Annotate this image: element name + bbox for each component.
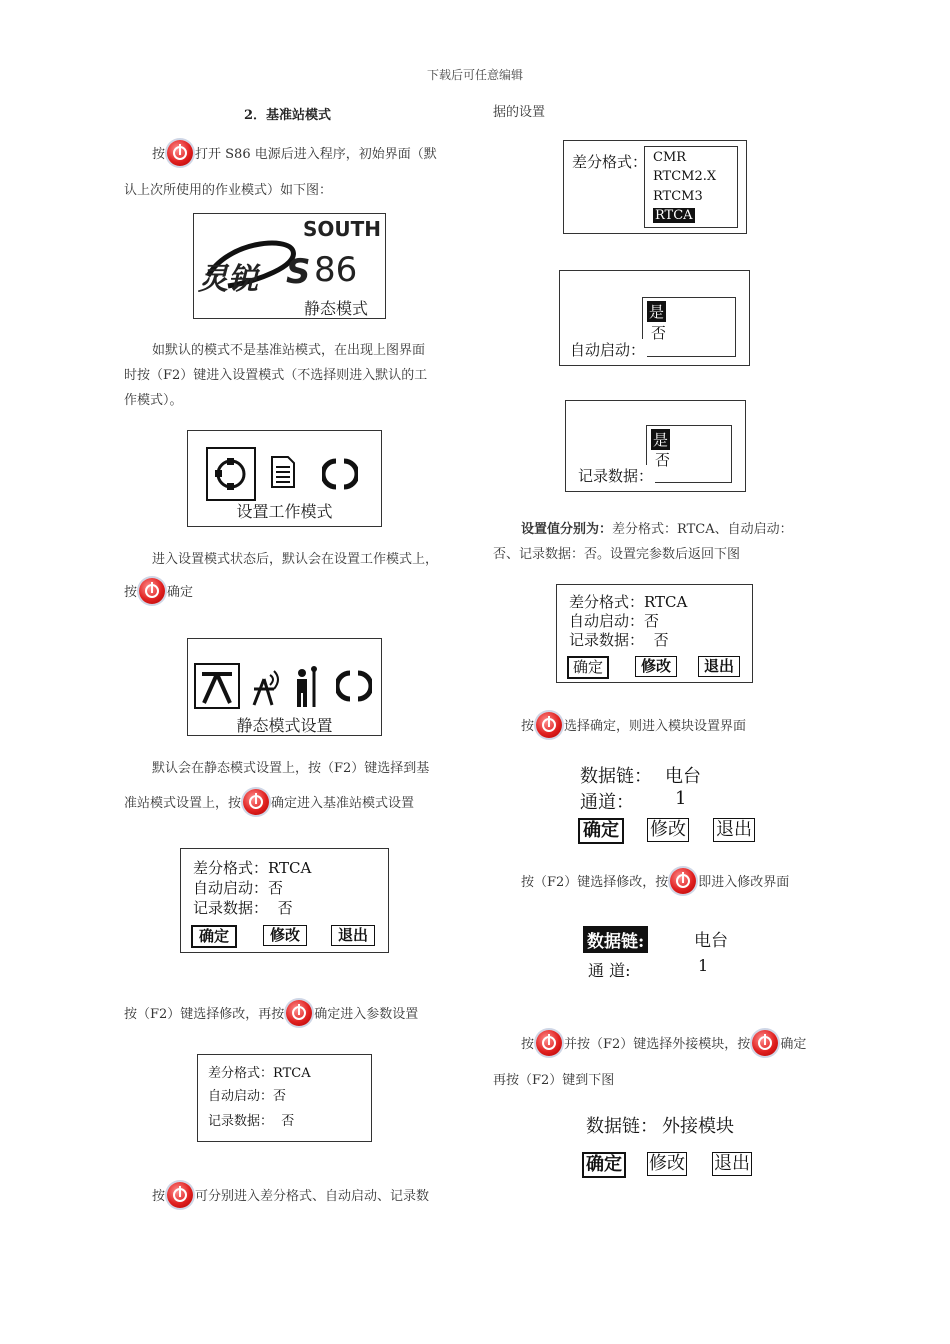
paragraph-1-line-1: 按 打开 S86 电源后进入程序，初始界面（默 [152,140,437,166]
right-paragraph-3: 按（F2）键选择修改，按 即进入修改界面 [521,868,789,894]
record-data-list [646,425,732,483]
modify-button[interactable]: 修改 [635,656,677,677]
record-data-row: 记录数据： 否 [193,899,293,917]
selected-icon-frame [194,663,240,709]
datalink-value: 电台 [665,766,701,787]
base-station-screen-return [556,584,753,683]
power-button-icon [167,1182,193,1208]
power-button-icon [286,1000,312,1026]
power-button-icon [167,140,193,166]
static-mode-label: 静态模式设置 [236,716,333,735]
auto-start-label: 自动启动： [570,341,646,359]
settings-summary-line-1: 设置值分别为：差分格式：RTCA、自动启动： [521,522,793,537]
tripod-icon [196,665,238,707]
power-button-icon [139,578,165,604]
exit-button[interactable]: 退出 [714,1153,750,1174]
set-work-mode-label: 设置工作模式 [236,502,333,521]
base-station-screen [180,848,389,953]
static-mode-screen [187,638,382,736]
paragraph-2-line-1: 如默认的模式不是基准站模式，在出现上图界面 [152,343,426,358]
confirm-button[interactable]: 确定 [567,656,609,679]
modify-button[interactable]: 修改 [263,925,307,946]
cycle-icon [322,457,358,491]
channel-key: 通 道: [588,961,631,980]
datalink-key: 数据链： [586,1116,658,1137]
right-paragraph-4-line-2: 再按（F2）键到下图 [493,1073,615,1088]
power-button-icon [536,712,562,738]
paragraph-6: 按 可分别进入差分格式、自动启动、记录数 [152,1182,429,1208]
modify-button[interactable]: 修改 [647,818,689,842]
page-header: 下载后可任意编辑 [426,68,523,82]
auto-start-select-screen [559,270,750,366]
right-paragraph-2: 按 选择确定，则进入模块设置界面 [521,712,746,738]
auto-start-row: 自动启动：否 [208,1089,287,1104]
option-rtcm2x[interactable]: RTCM2.X [653,169,717,184]
paragraph-4-line-2: 准站模式设置上，按 确定进入基准站模式设置 [124,789,414,815]
paragraph-4-line-1: 默认会在静态模式设置上，按（F2）键选择到基 [152,761,430,776]
module-settings-screen [570,754,770,846]
auto-start-row: 自动启动：否 [569,612,660,630]
set-work-mode-screen [187,430,382,527]
auto-start-list [642,297,736,357]
channel-value: 1 [698,956,709,975]
confirm-button[interactable]: 确定 [191,925,237,948]
option-rtcm3[interactable]: RTCM3 [653,189,703,204]
cycle-icon [336,669,372,703]
record-data-select-screen [565,400,746,492]
model-number: 86 [314,250,358,290]
datalink-value: 电台 [694,931,728,951]
splash-screen [193,213,386,319]
power-button-icon [536,1030,562,1056]
exit-button[interactable]: 退出 [331,925,375,946]
exit-button[interactable]: 退出 [713,818,755,842]
paragraph-2-line-3: 作模式）。 [124,393,183,408]
confirm-button[interactable]: 确定 [578,818,624,844]
module-edit-screen [580,920,770,982]
diff-format-row: 差分格式：RTCA [193,859,312,877]
power-button-icon [670,868,696,894]
right-paragraph-4-line-1: 按 并按（F2）键选择外接模块，按 确定 [521,1030,806,1056]
option-no[interactable]: 否 [651,324,667,342]
diff-format-row: 差分格式：RTCA [208,1066,311,1081]
datalink-key: 数据链： [580,766,652,787]
confirm-button[interactable]: 确定 [582,1152,626,1178]
paragraph-3-line-2: 按 确定 [124,578,193,604]
right-paragraph-0: 据的设置 [493,105,546,120]
section-heading: 2．基准站模式 [244,108,332,123]
power-button-icon [243,789,269,815]
exit-button[interactable]: 退出 [698,656,740,677]
option-yes-selected[interactable]: 是 [653,431,669,449]
record-data-row: 记录数据： 否 [208,1114,295,1129]
paragraph-3-line-1: 进入设置模式状态后，默认会在设置工作模式上， [152,552,439,567]
power-button-icon [752,1030,778,1056]
model-s: S [286,252,311,292]
product-logo: 灵锐 [198,262,258,297]
record-data-row: 记录数据： 否 [569,631,669,649]
paragraph-2-line-2: 时按（F2）键进入设置模式（不选择则进入默认的工 [124,368,428,383]
record-data-label: 记录数据： [578,467,654,485]
diff-format-row: 差分格式：RTCA [569,593,688,611]
option-cmr[interactable]: CMR [653,150,687,165]
auto-start-row: 自动启动：否 [193,879,284,897]
paragraph-1-line-2: 认上次所使用的作业模式）如下图： [124,183,333,198]
diff-format-label: 差分格式： [572,153,648,171]
refresh-target-icon [208,449,254,499]
diff-format-select-screen [563,140,747,234]
brand-logo: SOUTH [302,217,381,241]
settings-summary-line-2: 否、记录数据：否。设置完参数后返回下图 [493,547,741,562]
diff-format-list [644,146,738,228]
option-rtca-selected[interactable]: RTCA [655,208,693,223]
channel-value: 1 [675,788,687,809]
surveyor-icon [292,665,322,709]
param-settings-screen [197,1054,372,1142]
datalink-value: 外接模块 [662,1116,734,1137]
datalink-key-selected[interactable]: 数据链: [583,926,648,953]
channel-key: 通道： [580,792,634,813]
document-icon [270,455,296,489]
antenna-signal-icon [248,669,282,707]
option-no[interactable]: 否 [655,451,671,469]
paragraph-5: 按（F2）键选择修改，再按 确定进入参数设置 [124,1000,418,1026]
selected-icon-frame [206,447,256,501]
option-yes-selected[interactable]: 是 [649,303,665,321]
external-module-screen [578,1106,778,1186]
modify-button[interactable]: 修改 [649,1153,685,1174]
mode-label: 静态模式 [304,299,369,318]
